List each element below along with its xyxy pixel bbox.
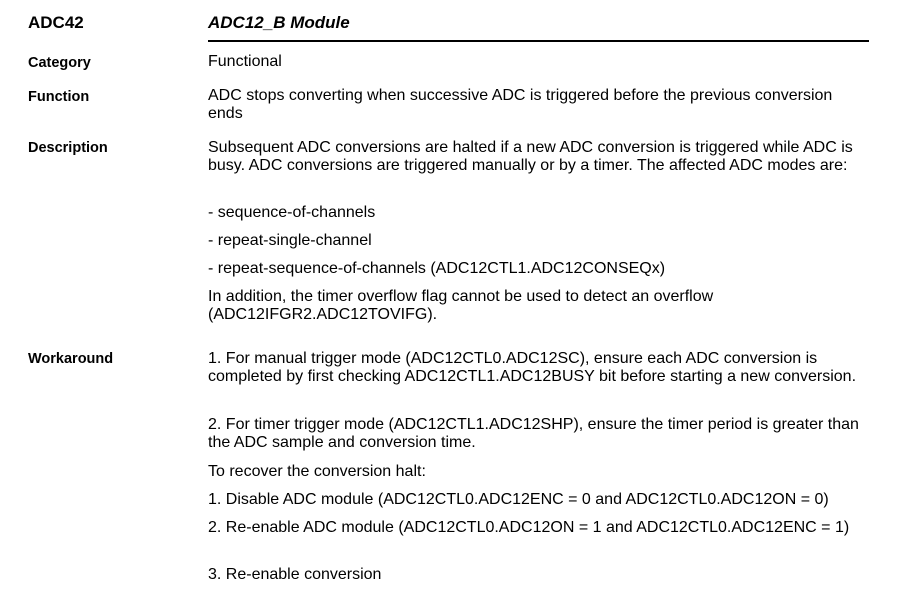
workaround-label: Workaround [28,351,114,367]
workaround-paragraph: To recover the conversion halt: [208,463,426,480]
description-label: Description [28,140,108,156]
description-paragraph: - repeat-single-channel [208,232,372,249]
description-paragraph: - repeat-sequence-of-channels (ADC12CTL1.ADC12CONSEQx) [208,260,666,277]
header-rule [208,40,869,42]
category-label: Category [28,55,91,71]
function-label: Function [28,89,90,105]
workaround-paragraph: 1. Disable ADC module (ADC12CTL0.ADC12ENC = 0 and ADC12CTL0.ADC12ON = 0) [208,491,829,508]
description-paragraph: - sequence-of-channels [208,204,376,221]
function-value: ADC stops converting when successive ADC is triggered before the previous conversion ends [208,87,833,122]
workaround-paragraph: 2. For timer trigger mode (ADC12CTL1.ADC12SHP), ensure the timer period is greater than the ADC sample and conversion time. [208,416,859,451]
workaround-paragraph: 2. Re-enable ADC module (ADC12CTL0.ADC12ON = 1 and ADC12CTL0.ADC12ENC = 1) [208,519,850,536]
category-value: Functional [208,53,282,70]
module-title: ADC12_B Module [208,13,350,32]
workaround-paragraph: 3. Re-enable conversion [208,566,382,583]
description-paragraph: Subsequent ADC conversions are halted if a new ADC conversion is triggered while ADC is busy. ADC conversions are triggered manually or by a timer. The affected ADC modes are: [208,139,853,174]
workaround-paragraph: 1. For manual trigger mode (ADC12CTL0.ADC12SC), ensure each ADC conversion is completed by first checking ADC12CTL1.ADC12BUSY bit before starting a new conversion. [208,350,857,385]
erratum-id: ADC42 [28,13,84,32]
description-paragraph: In addition, the timer overflow flag cannot be used to detect an overflow (ADC12IFGR2.ADC12TOVIFG). [208,288,714,323]
